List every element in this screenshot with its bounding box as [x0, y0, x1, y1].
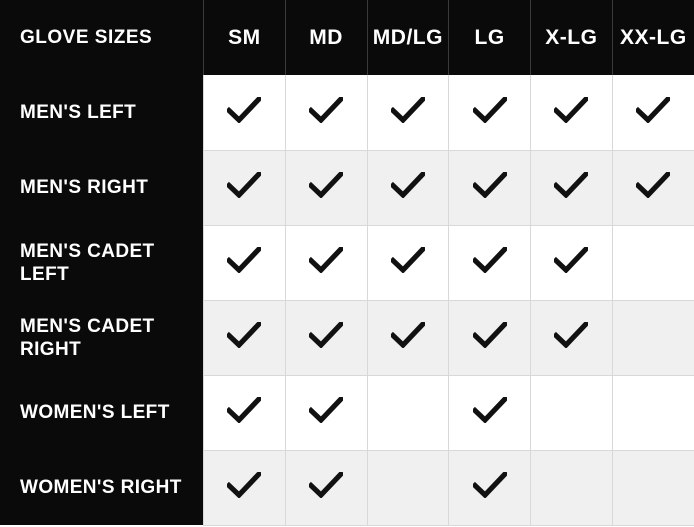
checkmark-icon [636, 97, 670, 123]
availability-cell [449, 375, 531, 450]
checkmark-icon [227, 97, 261, 123]
checkmark-icon [227, 397, 261, 423]
availability-cell [612, 375, 694, 450]
availability-cell [612, 75, 694, 150]
table-row [0, 300, 694, 375]
availability-cell [531, 300, 613, 375]
availability-cell [367, 225, 449, 300]
availability-cell [367, 150, 449, 225]
availability-cell [612, 225, 694, 300]
availability-cell [531, 225, 613, 300]
header-row [0, 0, 694, 75]
checkmark-icon [473, 322, 507, 348]
availability-cell [367, 75, 449, 150]
availability-cell [531, 75, 613, 150]
availability-cell [531, 150, 613, 225]
availability-cell [531, 375, 613, 450]
checkmark-icon [309, 472, 343, 498]
table-header [0, 0, 694, 75]
checkmark-icon [309, 97, 343, 123]
availability-cell [367, 450, 449, 525]
availability-cell [449, 75, 531, 150]
row-header-label: MEN'S LEFT [0, 75, 204, 150]
availability-cell [204, 225, 286, 300]
empty-cell-marker [636, 322, 670, 348]
availability-cell [612, 300, 694, 375]
table-row [0, 450, 694, 525]
checkmark-icon [391, 322, 425, 348]
checkmark-icon [473, 172, 507, 198]
availability-cell [204, 375, 286, 450]
row-header-label: MEN'S CADET RIGHT [0, 300, 204, 375]
checkmark-icon [636, 172, 670, 198]
table-body [0, 75, 694, 525]
table-row [0, 150, 694, 225]
empty-cell-marker [554, 397, 588, 423]
empty-cell-marker [636, 397, 670, 423]
row-header-label: WOMEN'S LEFT [0, 375, 204, 450]
empty-cell-marker [554, 472, 588, 498]
availability-cell [204, 450, 286, 525]
table-title: GLOVE SIZES [0, 0, 204, 75]
empty-cell-marker [636, 247, 670, 273]
empty-cell-marker [636, 472, 670, 498]
checkmark-icon [391, 247, 425, 273]
empty-cell-marker [391, 472, 425, 498]
checkmark-icon [391, 97, 425, 123]
row-header-label: WOMEN'S RIGHT [0, 450, 204, 525]
availability-cell [612, 150, 694, 225]
checkmark-icon [473, 472, 507, 498]
availability-cell [612, 450, 694, 525]
column-header-sm: SM [204, 0, 286, 75]
row-header-label: MEN'S CADET LEFT [0, 225, 204, 300]
checkmark-icon [309, 397, 343, 423]
row-header-label: MEN'S RIGHT [0, 150, 204, 225]
checkmark-icon [309, 322, 343, 348]
checkmark-icon [391, 172, 425, 198]
column-header-md-lg: MD/LG [367, 0, 449, 75]
checkmark-icon [309, 172, 343, 198]
availability-cell [204, 75, 286, 150]
checkmark-icon [227, 472, 261, 498]
checkmark-icon [554, 247, 588, 273]
checkmark-icon [227, 247, 261, 273]
table-row [0, 375, 694, 450]
availability-cell [285, 375, 367, 450]
availability-cell [204, 300, 286, 375]
availability-cell [285, 450, 367, 525]
checkmark-icon [554, 97, 588, 123]
checkmark-icon [473, 397, 507, 423]
column-header-md: MD [285, 0, 367, 75]
checkmark-icon [554, 172, 588, 198]
availability-cell [367, 300, 449, 375]
checkmark-icon [473, 247, 507, 273]
availability-cell [285, 150, 367, 225]
availability-cell [367, 375, 449, 450]
column-header-xx-lg: XX-LG [612, 0, 694, 75]
availability-cell [285, 75, 367, 150]
availability-cell [204, 150, 286, 225]
checkmark-icon [227, 172, 261, 198]
checkmark-icon [309, 247, 343, 273]
availability-cell [449, 225, 531, 300]
empty-cell-marker [391, 397, 425, 423]
column-header-x-lg: X-LG [531, 0, 613, 75]
table-row [0, 75, 694, 150]
column-header-lg: LG [449, 0, 531, 75]
table-row [0, 225, 694, 300]
checkmark-icon [473, 97, 507, 123]
availability-cell [449, 300, 531, 375]
availability-cell [531, 450, 613, 525]
availability-cell [449, 150, 531, 225]
checkmark-icon [554, 322, 588, 348]
checkmark-icon [227, 322, 261, 348]
availability-cell [285, 225, 367, 300]
availability-cell [449, 450, 531, 525]
availability-cell [285, 300, 367, 375]
